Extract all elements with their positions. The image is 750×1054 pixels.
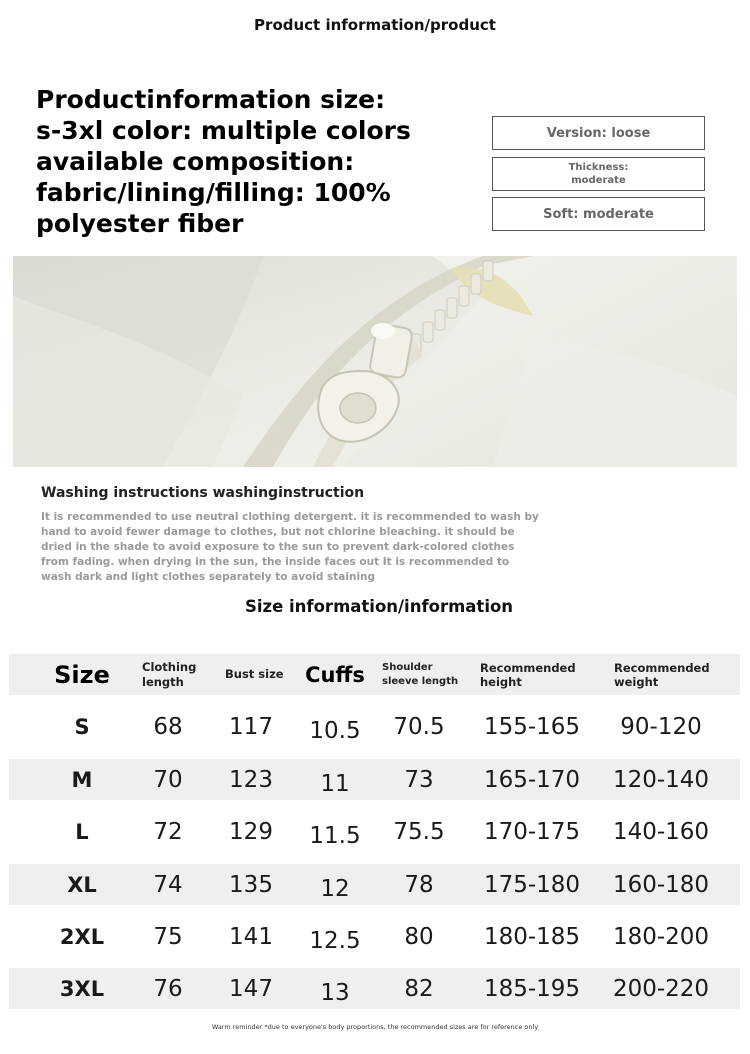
cell-bust: 147 <box>229 975 273 1002</box>
cell-weight: 90-120 <box>620 713 702 740</box>
product-info-line: s-3xl color: multiple colors <box>36 116 411 145</box>
header-line: Recommended <box>614 660 710 675</box>
cell-shoulder: 78 <box>404 871 434 898</box>
size-table-header-row <box>9 654 740 695</box>
version-spec-label: Version: loose <box>546 125 651 141</box>
thickness-spec-box <box>492 157 705 191</box>
cell-size: M <box>71 767 93 792</box>
header-line: weight <box>614 674 659 689</box>
cell-size: L <box>75 819 89 844</box>
size-section-title: Size information/information <box>244 597 514 616</box>
cell-shoulder: 82 <box>404 975 434 1002</box>
cell-bust: 117 <box>229 713 273 740</box>
cell-length: 70 <box>153 766 183 793</box>
cell-shoulder: 80 <box>404 923 434 950</box>
product-info-line: Productinformation size: <box>36 85 386 114</box>
soft-spec-label: Soft: moderate <box>543 206 654 222</box>
header-line: Clothing <box>142 659 197 674</box>
table-row <box>9 968 740 1009</box>
header-cuffs: Cuffs <box>305 662 365 687</box>
page-title: Product information/product <box>254 16 496 34</box>
header-line: sleeve length <box>382 675 459 687</box>
header-size: Size <box>54 660 110 689</box>
cell-length: 76 <box>153 975 183 1002</box>
cell-length: 72 <box>153 818 183 845</box>
header-line: Shoulder <box>382 661 433 673</box>
cell-height: 185-195 <box>483 975 581 1002</box>
cell-size: XL <box>67 872 97 897</box>
cell-height: 170-175 <box>483 818 581 845</box>
table-row <box>9 864 740 905</box>
table-row <box>9 811 740 852</box>
cell-weight: 180-200 <box>612 923 710 950</box>
cell-size: S <box>74 714 90 739</box>
cell-length: 68 <box>153 713 183 740</box>
cell-height: 180-185 <box>483 923 581 950</box>
table-row <box>9 706 740 747</box>
cell-shoulder: 70.5 <box>393 713 445 740</box>
product-info-line: polyester fiber <box>36 209 244 238</box>
cell-size: 3XL <box>59 976 105 1001</box>
cell-length: 74 <box>153 871 183 898</box>
header-recommended-height <box>480 654 600 695</box>
washing-instructions-text <box>41 510 541 585</box>
version-spec-box <box>492 116 705 150</box>
header-line: length <box>142 674 184 689</box>
product-info-text <box>36 84 486 239</box>
warm-reminder-footnote: Warm reminder *due to everyone's body proportions, the recommended sizes are for reference only <box>211 1023 539 1031</box>
cell-cuffs: 10.5 <box>309 717 361 744</box>
product-info-line: available composition: <box>36 147 355 176</box>
cell-size: 2XL <box>59 924 105 949</box>
washing-instructions-title: Washing instructions washinginstruction <box>41 485 365 501</box>
cell-cuffs: 12.5 <box>309 927 361 954</box>
thickness-spec-line: moderate <box>571 175 626 186</box>
cell-cuffs: 11.5 <box>309 822 361 849</box>
header-recommended-weight <box>614 654 734 695</box>
washing-line: wash dark and light clothes separately to avoid staining <box>41 571 376 583</box>
header-line: height <box>480 674 522 689</box>
cell-height: 165-170 <box>483 766 581 793</box>
table-row <box>9 759 740 800</box>
cell-bust: 129 <box>229 818 273 845</box>
cell-shoulder: 73 <box>404 766 434 793</box>
cell-bust: 141 <box>229 923 273 950</box>
washing-line: from fading. when drying in the sun, the inside faces out It is recommended to <box>41 556 510 568</box>
cell-cuffs: 11 <box>320 770 350 797</box>
cell-bust: 123 <box>229 766 273 793</box>
cell-weight: 160-180 <box>612 871 710 898</box>
product-info-line: fabric/lining/filling: 100% <box>36 178 391 207</box>
product-zipper-photo <box>13 256 737 467</box>
header-bust-size: Bust size <box>225 667 284 681</box>
header-line: Recommended <box>480 660 576 675</box>
cell-weight: 120-140 <box>612 766 710 793</box>
thickness-spec-label <box>569 161 629 187</box>
washing-line: hand to avoid fewer damage to clothes, but not chlorine bleaching. it should be <box>41 526 515 538</box>
soft-spec-box <box>492 197 705 231</box>
cell-cuffs: 13 <box>320 979 350 1006</box>
cell-weight: 200-220 <box>612 975 710 1002</box>
table-row <box>9 916 740 957</box>
header-clothing-length <box>142 654 222 695</box>
header-shoulder-sleeve <box>382 654 477 695</box>
washing-line: dried in the shade to avoid exposure to the sun to prevent dark-colored clothes <box>41 541 515 553</box>
cell-bust: 135 <box>229 871 273 898</box>
cell-length: 75 <box>153 923 183 950</box>
cell-height: 175-180 <box>483 871 581 898</box>
thickness-spec-line: Thickness: <box>568 162 629 173</box>
cell-weight: 140-160 <box>612 818 710 845</box>
washing-line: It is recommended to use neutral clothing detergent. it is recommended to wash by <box>41 511 539 523</box>
cell-cuffs: 12 <box>320 875 350 902</box>
cell-height: 155-165 <box>483 713 581 740</box>
cell-shoulder: 75.5 <box>393 818 445 845</box>
zipper-illustration <box>13 256 737 467</box>
